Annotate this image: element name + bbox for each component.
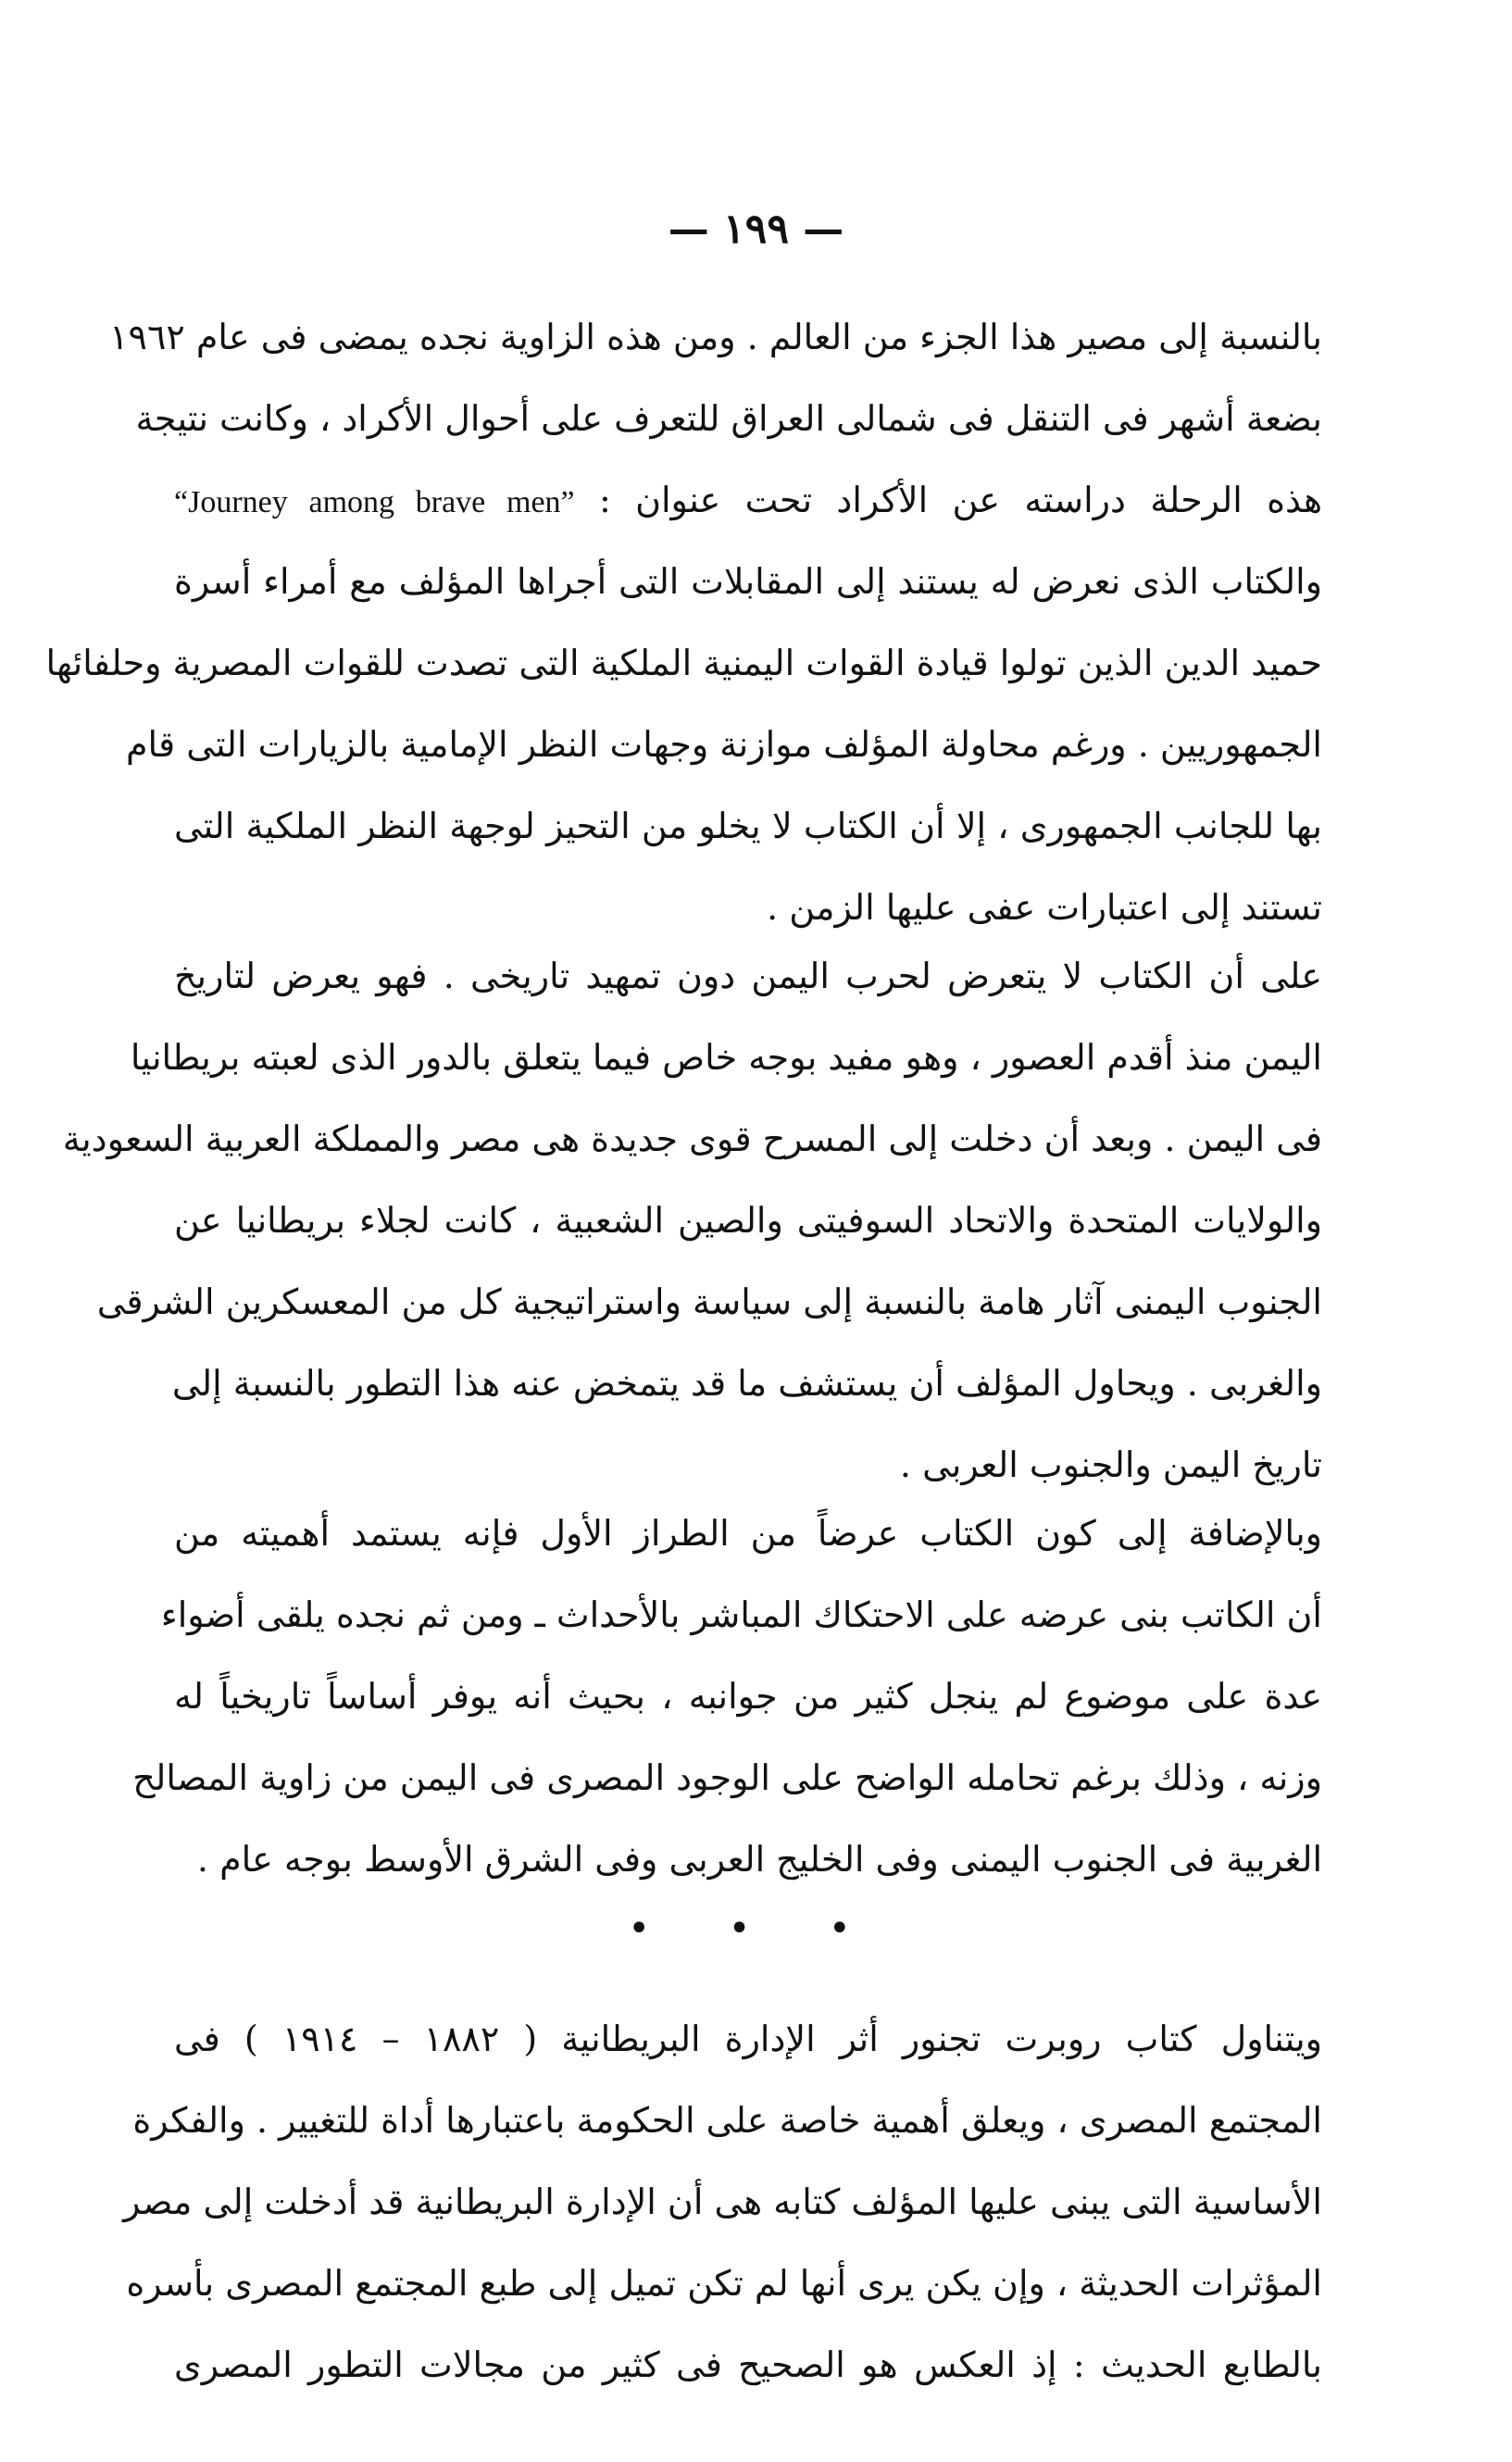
text-line: بضعة أشهر فى التنقل فى شمالى العراق للتعرف على أحوال الأكراد ، وكانت نتيجة (135, 398, 1322, 439)
text-line: الغربية فى الجنوب اليمنى وفى الخليج العربى وفى الشرق الأوسط بوجه عام . (196, 1839, 1322, 1880)
text-line: وبالإضافة إلى كون الكتاب عرضاً من الطراز الأول فإنه يستمد أهميته من (174, 1513, 1322, 1554)
text-line: والكتاب الذى نعرض له يستند إلى المقابلات التى أجراها المؤلف مع أمراء أسرة (174, 561, 1322, 602)
text-line: المؤثرات الحديثة ، وإن يكن يرى أنها لم تكن تميل إلى طبع المجتمع المصرى بأسره (126, 2263, 1322, 2304)
text-line: بالنسبة إلى مصير هذا الجزء من العالم . ومن هذه الزاوية نجده يمضى فى عام ١٩٦٢ (109, 317, 1322, 357)
paragraph-4 (123, 1998, 1322, 2406)
text-line: فى اليمن . وبعد أن دخلت إلى المسرح قوى جديدة هى مصر والمملكة العربية السعودية (62, 1119, 1322, 1159)
text-line: الجنوب اليمنى آثار هامة بالنسبة إلى سياسة واستراتيجية كل من المعسكرين الشرقى (96, 1281, 1322, 1322)
paragraph-2 (62, 935, 1322, 1506)
text-line: عدة على موضوع لم ينجل كثير من جوانبه ، بحيث أنه يوفر أساساً تاريخياً له (174, 1676, 1322, 1717)
paragraph-3 (132, 1493, 1322, 1900)
text-line: المجتمع المصرى ، ويعلق أهمية خاصة على الحكومة باعتبارها أداة للتغيير . والفكرة (132, 2100, 1322, 2141)
page-number: — ١٩٩ — (668, 206, 844, 253)
text-line: تاريخ اليمن والجنوب العربى . (899, 1444, 1322, 1485)
paragraph-1 (45, 296, 1322, 948)
text-line: ويتناول كتاب روبرت تجنور أثر الإدارة البريطانية ( ١٨٨٢ – ١٩١٤ ) فى (174, 2018, 1322, 2059)
text-line: بها للجانب الجمهورى ، إلا أن الكتاب لا يخلو من التحيز لوجهة النظر الملكية التى (174, 806, 1322, 846)
text-line: وزنه ، وذلك برغم تحامله الواضح على الوجود المصرى فى اليمن من زاوية المصالح (132, 1757, 1322, 1798)
text-line: حميد الدين الذين تولوا قيادة القوات اليمنية الملكية التى تصدت للقوات المصرية وحلفائها (45, 643, 1322, 683)
text-line: بالطابع الحديث : إذ العكس هو الصحيح فى كثير من مجالات التطور المصرى (174, 2344, 1322, 2385)
text-line: هذه الرحلة دراسته عن الأكراد تحت عنوان : (598, 480, 1322, 520)
section-separator: • • • (628, 1907, 884, 1950)
text-line: أن الكاتب بنى عرضه على الاحتكاك المباشر بالأحداث ـ ومن ثم نجده يلقى أضواء (160, 1594, 1322, 1635)
text-line: والغربى . ويحاول المؤلف أن يستشف ما قد يتمخض عنه هذا التطور بالنسبة إلى (171, 1363, 1322, 1404)
text-line: الأساسية التى يبنى عليها المؤلف كتابه هى أن الإدارة البريطانية قد أدخلت إلى مصر (123, 2181, 1322, 2222)
text-line: تستند إلى اعتبارات عفى عليها الزمن . (767, 887, 1322, 928)
text-line: والولايات المتحدة والاتحاد السوفيتى والصين الشعبية ، كانت لجلاء بريطانيا عن (174, 1200, 1322, 1241)
latin-book-title: “Journey among brave men” (174, 485, 575, 519)
text-line: على أن الكتاب لا يتعرض لحرب اليمن دون تمهيد تاريخى . فهو يعرض لتاريخ (174, 956, 1322, 996)
text-line: اليمن منذ أقدم العصور ، وهو مفيد بوجه خاص فيما يتعلق بالدور الذى لعبته بريطانيا (130, 1037, 1322, 1078)
text-line-with-latin-title (174, 459, 1322, 541)
text-line: الجمهوريين . ورغم محاولة المؤلف موازنة وجهات النظر الإمامية بالزيارات التى قام (125, 724, 1322, 765)
